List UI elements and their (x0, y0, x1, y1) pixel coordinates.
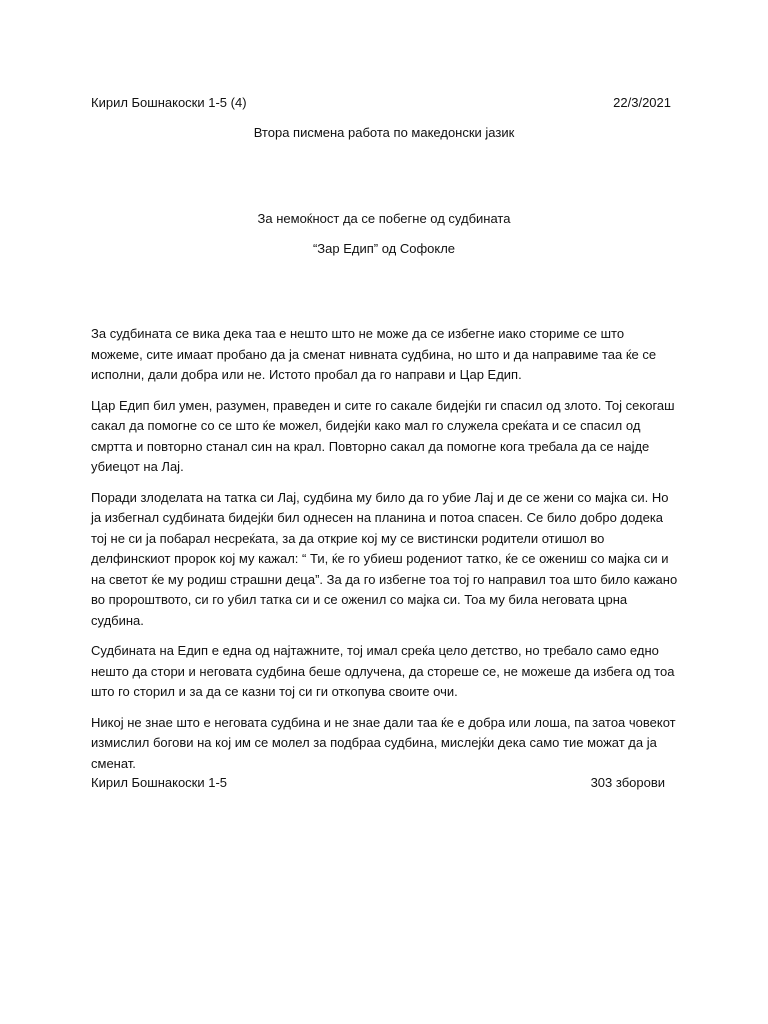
paragraph: Цар Едип бил умен, разумен, праведен и сите го сакале бидејќи ги спасил од злото. Тој секогаш сакал да помогне со се што ќе можел, бидејќи како мал го служела среќата и се спасил од смртта и повторно станал син на крал. Повторно сакал да помогне кога требала да се најде убиецот на Лај. (91, 397, 675, 474)
document-footer (91, 775, 665, 791)
author-class-label: Кирил Бошнакоски 1-5 (4) (91, 95, 247, 110)
paragraph: Поради злоделата на татка си Лај, судбина му било да го убие Лај и де се жени со мајка си. Но ја избегнал судбината бидејќи бил однесен на планина и потоа спасен. Се било добро додека тој не си ја побарал несреќата, за да открие кој му се вистински родители отишол во делфинскиот пророк кој му кажал: “ Ти, ќе го убиеш родениот татко, ќе се ожениш со мајка си и на светот ќе му родиш страшни деца”. За да го избегне тоа тој го направил тоа што било кажано во пророштвото, си го убил татка си и се оженил со мајка си. Тоа му била неговата црна судбина. (91, 489, 678, 628)
essay-body (91, 324, 679, 784)
paragraph: Судбината на Едип е една од најтажните, тој имал среќа цело детство, но требало само едно нешто да стори и неговата судбина беше одлучена, да стореше се, не можеше да избега од тоа што го сторил и за да се казни тој си ги откопува своите очи. (91, 643, 675, 699)
paragraph: За судбината се вика дека таа е нешто што не може да се избегне иако сториме се што можеме, сите имаат пробано да ја сменат нивната судбина, но што и да направиме таа ќе се исполни, дали добра или не. Истото пробал да го направи и Цар Едип. (91, 326, 657, 382)
paragraph: Никој не знае што е неговата судбина и не знае дали таа ќе е добра или лоша, па затоа човекот измислил богови на кој им се молел за подбраа судбина, мислејќи дека само тие можат да ја сменат. (91, 714, 676, 771)
word-count-label: 303 зборови (590, 775, 665, 790)
footer-author-label: Кирил Бошнакоски 1-5 (91, 775, 228, 790)
document-header (91, 95, 671, 111)
essay-subtitle: “Зар Едип” од Софокле (312, 241, 456, 256)
date-label: 22/3/2021 (613, 95, 671, 110)
essay-title: За немоќност да се побегне од судбината (257, 211, 511, 226)
assignment-subject: Втора писмена работа по македонски јазик (253, 125, 515, 140)
